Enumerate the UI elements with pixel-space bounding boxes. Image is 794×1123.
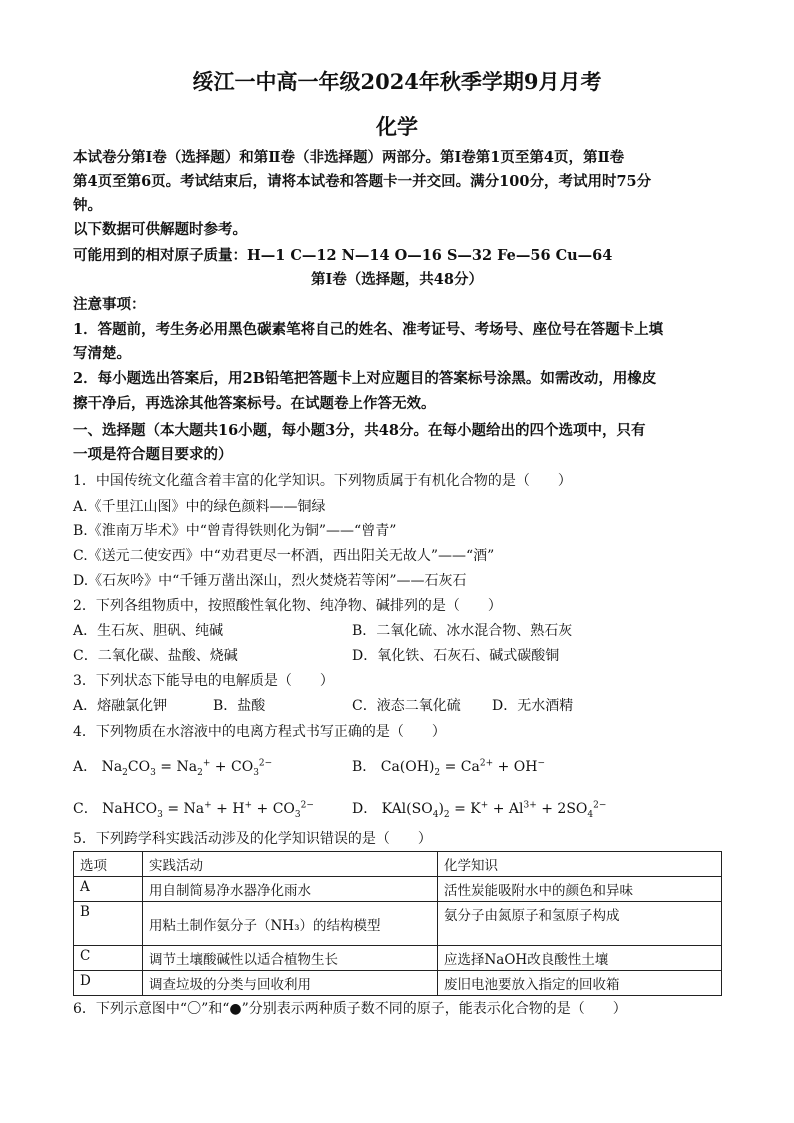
question-4-stem: 4．下列物质在水溶液中的电离方程式书写正确的是（ ） — [73, 724, 446, 740]
question-3-option-c: C．液态二氧化硫 — [352, 698, 461, 714]
table-cell: 用自制简易净水器净化雨水 — [143, 877, 438, 902]
question-1-option-b: B.《淮南万毕术》中“曾青得铁则化为铜”——“曾青” — [73, 523, 397, 539]
exam-title: 绥江一中高一年级2024年秋季学期9月月考 — [192, 69, 602, 94]
question-1-option-a: A.《千里江山图》中的绿色颜料——铜绿 — [73, 499, 326, 515]
table-cell: 应选择NaOH改良酸性土壤 — [438, 946, 722, 971]
table-cell: 调查垃圾的分类与回收利用 — [143, 971, 438, 996]
table-cell: C — [74, 946, 143, 971]
table-cell: 调节土壤酸碱性以适合植物生长 — [143, 946, 438, 971]
table-cell: 废旧电池要放入指定的回收箱 — [438, 971, 722, 996]
part-heading: 一、选择题（本大题共16小题，每小题3分，共48分。在每小题给出的四个选项中，只有 — [73, 422, 646, 439]
question-3-stem: 3．下列状态下能导电的电解质是（ ） — [73, 673, 334, 689]
question-5-table — [73, 851, 722, 996]
question-2-option-c: C．二氧化碳、盐酸、烧碱 — [73, 648, 238, 664]
option-label: B． — [352, 759, 377, 775]
option-label: A． — [73, 759, 98, 775]
question-6-stem: 6．下列示意图中“〇”和“●”分别表示两种质子数不同的原子，能表示化合物的是（ ） — [73, 1001, 627, 1017]
option-label: C． — [73, 801, 98, 817]
atomic-mass-line: 可能用到的相对原子质量：H—1 C—12 N—14 O—16 S—32 Fe—56 Cu—64 — [73, 247, 613, 264]
subject-title: 化学 — [376, 114, 418, 139]
intro-line: 钟。 — [73, 197, 102, 214]
table-cell: 氨分子由氮原子和氢原子构成 — [438, 902, 722, 946]
table-cell: B — [74, 902, 143, 946]
question-2-option-b: B．二氧化硫、冰水混合物、熟石灰 — [352, 623, 573, 639]
question-1-stem: 1．中国传统文化蕴含着丰富的化学知识。下列物质属于有机化合物的是（ ） — [73, 473, 572, 489]
table-header-cell: 化学知识 — [438, 852, 722, 877]
note-line: 写清楚。 — [73, 345, 131, 362]
table-cell: D — [74, 971, 143, 996]
question-4-option-c: C． NaHCO$_3$ = $Na^+ + H^+ + CO_3^{2-}$ — [73, 800, 314, 820]
part-heading: 一项是符合题目要求的） — [73, 446, 233, 463]
table-cell: 用粘土制作氨分子（NH₃）的结构模型 — [143, 902, 438, 946]
table-row — [74, 946, 722, 971]
intro-line: 第4页至第6页。考试结束后，请将本试卷和答题卡一并交回。满分100分，考试用时75分 — [73, 173, 652, 190]
note-line: 1．答题前，考生务必用黑色碳素笔将自己的姓名、准考证号、考场号、座位号在答题卡上填 — [73, 321, 664, 338]
table-cell: 活性炭能吸附水中的颜色和异味 — [438, 877, 722, 902]
section-heading: 第Ⅰ卷（选择题，共48分） — [311, 271, 483, 288]
question-3-option-a: A．熔融氯化钾 — [73, 698, 168, 714]
table-row — [74, 971, 722, 996]
table-row — [74, 902, 722, 946]
question-2-option-d: D．氧化铁、石灰石、碱式碳酸铜 — [352, 648, 560, 664]
table-header-cell: 实践活动 — [143, 852, 438, 877]
note-line: 擦干净后，再选涂其他答案标号。在试题卷上作答无效。 — [73, 395, 436, 412]
table-header-row — [74, 852, 722, 877]
question-2-option-a: A．生石灰、胆矾、纯碱 — [73, 623, 224, 639]
question-4-option-d: D． $KAl(SO_4)_2 = K^+ + Al^{3+} + 2SO_4^{2-}$ — [352, 800, 607, 820]
table-header-cell: 选项 — [74, 852, 143, 877]
question-1-option-c: C.《送元二使安西》中“劝君更尽一杯酒，西出阳关无故人”——“酒” — [73, 548, 495, 564]
question-1-option-d: D.《石灰吟》中“千锤万凿出深山，烈火焚烧若等闲”——石灰石 — [73, 573, 467, 589]
intro-line: 以下数据可供解题时参考。 — [73, 221, 247, 238]
note-line: 2．每小题选出答案后，用2B铅笔把答题卡上对应题目的答案标号涂黑。如需改动，用橡皮 — [73, 370, 657, 387]
question-5-stem: 5．下列跨学科实践活动涉及的化学知识错误的是（ ） — [73, 831, 432, 847]
option-label: D． — [352, 801, 378, 817]
table-row — [74, 877, 722, 902]
question-4-option-b: B． $Ca(OH)_2 = Ca^{2+} + OH^-$ — [352, 758, 546, 778]
intro-line: 本试卷分第Ⅰ卷（选择题）和第Ⅱ卷（非选择题）两部分。第Ⅰ卷第1页至第4页，第Ⅱ卷 — [73, 149, 625, 166]
question-4-option-a: A． $Na_2CO_3 = Na_2^+ + CO_3^{2-}$ — [73, 758, 273, 778]
notes-heading: 注意事项： — [73, 296, 146, 313]
question-3-option-b: B．盐酸 — [213, 698, 266, 714]
table-cell: A — [74, 877, 143, 902]
question-2-stem: 2．下列各组物质中，按照酸性氧化物、纯净物、碱排列的是（ ） — [73, 598, 502, 614]
question-3-option-d: D．无水酒精 — [492, 698, 574, 714]
